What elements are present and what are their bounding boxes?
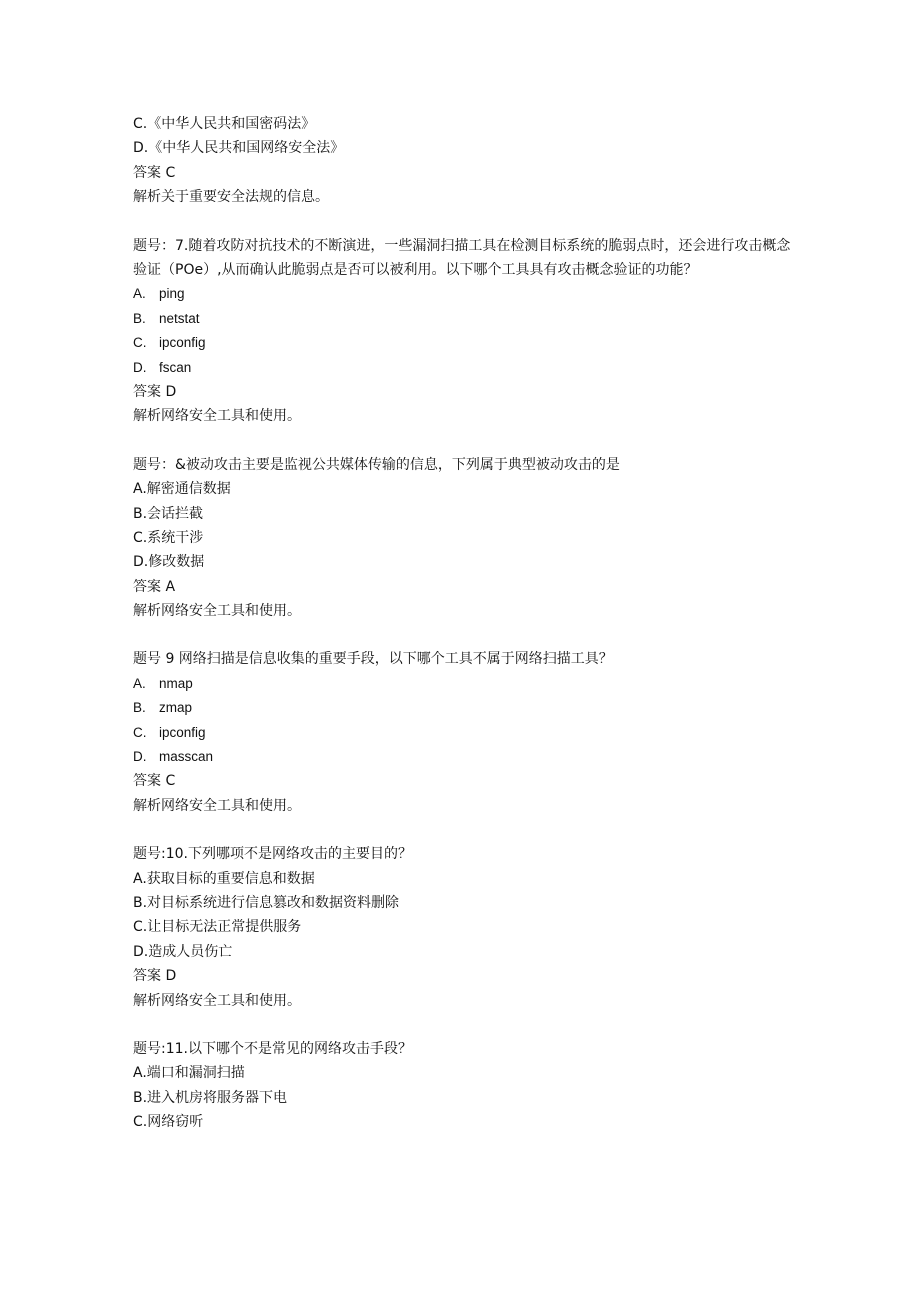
answer: 答案 C bbox=[133, 164, 176, 181]
question-9-text: 题号 9 网络扫描是信息收集的重要手段，以下哪个工具不属于网络扫描工具？ bbox=[133, 651, 613, 668]
question-8-option-b: B.会话拦截 bbox=[133, 505, 204, 522]
question-10-option-d: D.造成人员伤亡 bbox=[133, 943, 233, 960]
option-letter: D. bbox=[133, 359, 147, 375]
question-11-option-a: A.端口和漏洞扫描 bbox=[133, 1065, 245, 1082]
option-letter: C. bbox=[133, 724, 147, 740]
question-10-answer: 答案 D bbox=[133, 968, 177, 985]
option-letter: C. bbox=[133, 335, 147, 351]
question-8-option-a: A.解密通信数据 bbox=[133, 481, 231, 498]
question-9-analysis: 解析网络安全工具和使用。 bbox=[133, 797, 301, 814]
spacer bbox=[133, 1013, 793, 1037]
question-8-option-d: D.修改数据 bbox=[133, 554, 205, 571]
question-9-option-d bbox=[133, 745, 793, 769]
question-7-answer: 答案 D bbox=[133, 383, 177, 400]
question-7-option-a bbox=[133, 282, 793, 306]
question-8-answer: 答案 A bbox=[133, 578, 176, 595]
analysis: 解析关于重要安全法规的信息。 bbox=[133, 189, 329, 206]
option-text: ipconfig bbox=[159, 335, 206, 351]
question-10-option-b: B.对目标系统进行信息篡改和数据资料删除 bbox=[133, 894, 400, 911]
option-c: C.《中华人民共和国密码法》 bbox=[133, 116, 316, 132]
question-7-text: 题号：7.随着攻防对抗技术的不断演进，一些漏洞扫描工具在检测目标系统的脆弱点时，还会进行攻击概念验证（POe）,从而确认此脆弱点是否可以被利用。以下哪个工具具有攻击概念验证的功能？ bbox=[133, 237, 791, 278]
option-text: fscan bbox=[159, 359, 192, 375]
option-letter: B. bbox=[133, 310, 146, 326]
spacer bbox=[133, 210, 793, 234]
question-9-option-b bbox=[133, 696, 793, 720]
question-7-option-b bbox=[133, 307, 793, 331]
question-11-option-b: B.进入机房将服务器下电 bbox=[133, 1089, 288, 1106]
spacer bbox=[133, 818, 793, 842]
question-9-answer: 答案 C bbox=[133, 773, 176, 790]
question-11-option-c: C.网络窃听 bbox=[133, 1114, 204, 1131]
document-page bbox=[133, 112, 793, 1134]
question-8-analysis: 解析网络安全工具和使用。 bbox=[133, 603, 301, 620]
question-10-analysis: 解析网络安全工具和使用。 bbox=[133, 992, 301, 1009]
spacer bbox=[133, 623, 793, 647]
option-letter: A. bbox=[133, 286, 146, 302]
question-10-option-a: A.获取目标的重要信息和数据 bbox=[133, 870, 315, 887]
option-letter: D. bbox=[133, 749, 147, 765]
option-text: zmap bbox=[159, 700, 193, 716]
option-text: ping bbox=[159, 286, 185, 302]
question-10-option-c: C.让目标无法正常提供服务 bbox=[133, 919, 302, 936]
question-10-text: 题号:10.下列哪项不是网络攻击的主要目的？ bbox=[133, 846, 412, 863]
question-9-option-a bbox=[133, 672, 793, 696]
question-7-analysis: 解析网络安全工具和使用。 bbox=[133, 408, 301, 425]
option-text: nmap bbox=[159, 675, 193, 691]
question-11-text: 题号:11.以下哪个不是常见的网络攻击手段？ bbox=[133, 1040, 412, 1057]
question-7-option-c bbox=[133, 331, 793, 355]
spacer bbox=[133, 429, 793, 453]
question-8-text: 题号：&被动攻击主要是监视公共媒体传输的信息，下列属于典型被动攻击的是 bbox=[133, 456, 620, 473]
option-text: netstat bbox=[159, 310, 200, 326]
option-text: ipconfig bbox=[159, 724, 206, 740]
question-8-option-c: C.系统干涉 bbox=[133, 529, 204, 546]
option-d: D.《中华人民共和国网络安全法》 bbox=[133, 140, 345, 157]
question-9-option-c bbox=[133, 721, 793, 745]
option-text: masscan bbox=[159, 749, 214, 765]
option-letter: B. bbox=[133, 700, 146, 716]
option-letter: A. bbox=[133, 675, 146, 691]
question-7-option-d bbox=[133, 356, 793, 380]
